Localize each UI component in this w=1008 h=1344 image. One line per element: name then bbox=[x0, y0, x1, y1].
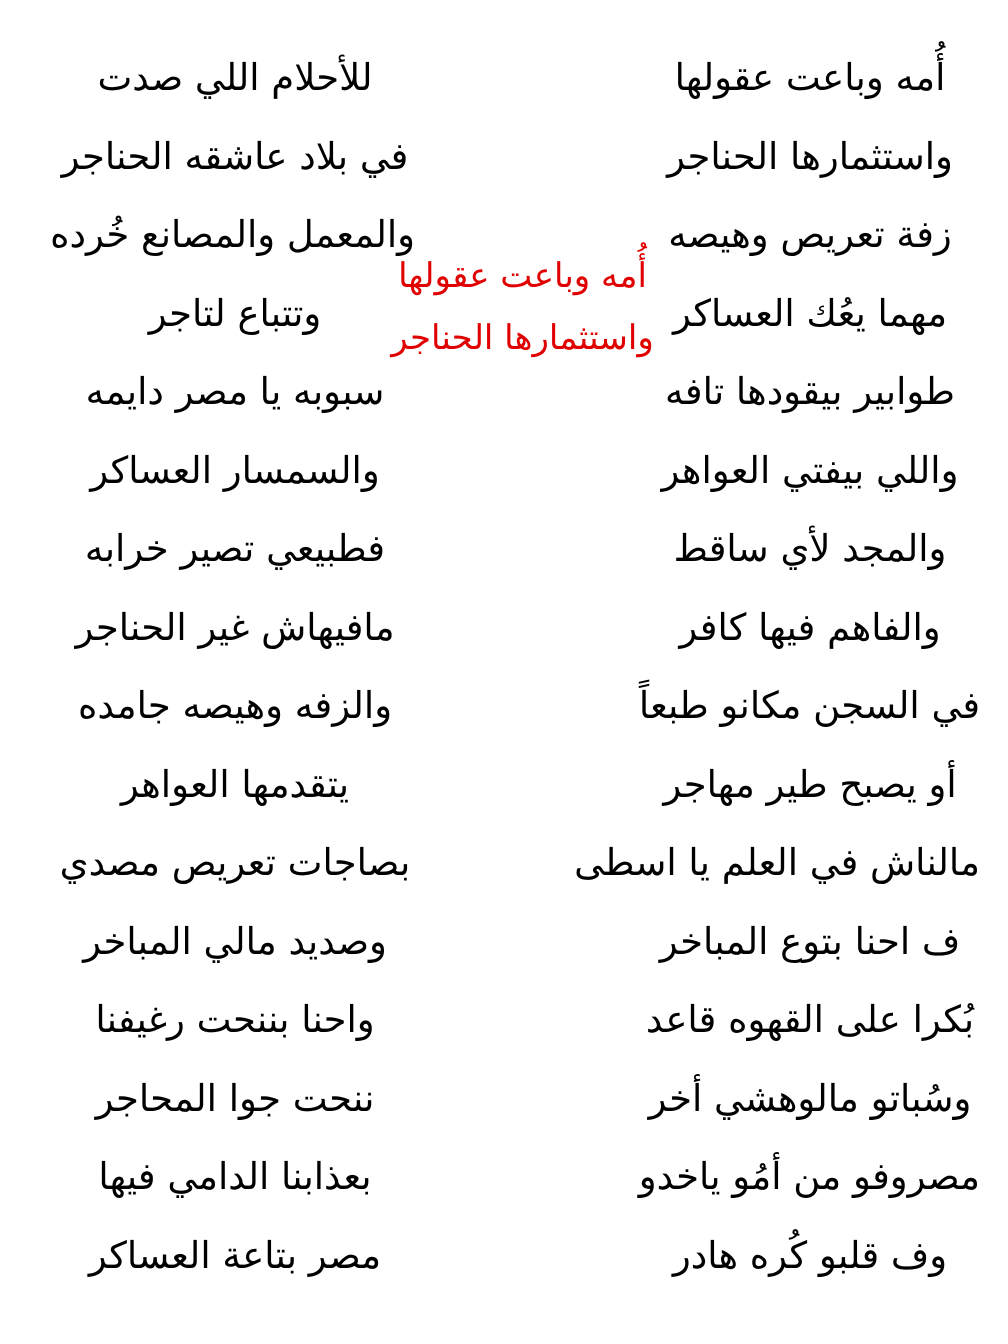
verse-line: والفاهم فيها كافر bbox=[679, 605, 941, 649]
verse-line: وسُباتو مالوهشي أخر bbox=[648, 1076, 972, 1120]
verse-line: والسمسار العساكر bbox=[90, 448, 380, 492]
verse-line: مصر بتاعة العساكر bbox=[88, 1233, 382, 1277]
highlighted-line: واستثمارها الحناجر bbox=[391, 318, 654, 358]
verse-line: فطبيعي تصير خرابه bbox=[84, 527, 386, 570]
verse-line: مهما يعُك العساكر bbox=[672, 291, 948, 335]
highlighted-couplet bbox=[385, 252, 660, 376]
verse-line: وف قلبو كُره هادر bbox=[672, 1233, 948, 1277]
verse-line: ف احنا بتوع المباخر bbox=[659, 919, 961, 963]
verse-line: واحنا بننحت رغيفنا bbox=[95, 998, 375, 1041]
verse-line: في بلاد عاشقه الحناجر bbox=[61, 134, 409, 178]
verse-line: بعذابنا الدامي فيها bbox=[98, 1155, 372, 1198]
verse-line: مافيهاش غير الحناجر bbox=[75, 605, 395, 649]
verse-line: بصاجات تعريص مصدي bbox=[59, 841, 411, 884]
verse-line: بُكرا على القهوه قاعد bbox=[645, 998, 975, 1041]
verse-line: مصروفو من أمُو ياخدو bbox=[638, 1155, 980, 1198]
verse-line: وتتباع لتاجر bbox=[148, 291, 322, 335]
verse-line: وصديد مالي المباخر bbox=[83, 919, 387, 963]
verse-line: والمجد لأي ساقط bbox=[673, 527, 947, 570]
verse-line: والمعمل والمصانع خُرده bbox=[50, 213, 415, 256]
verse-line: أُمه وباعت عقولها bbox=[674, 56, 946, 99]
verse-line: يتقدمها العواهر bbox=[120, 762, 350, 806]
verse-line: مالناش في العلم يا اسطى bbox=[574, 841, 980, 884]
left-verse-column bbox=[50, 48, 415, 1304]
verse-line: للأحلام اللي صدت bbox=[97, 56, 373, 99]
verse-line: في السجن مكانو طبعاً bbox=[638, 684, 980, 727]
verse-line: سبوبه يا مصر دايمه bbox=[85, 370, 385, 413]
verse-line: والزفه وهيصه جامده bbox=[77, 684, 393, 727]
verse-line: أو يصبح طير مهاجر bbox=[663, 762, 957, 806]
verse-line: واستثمارها الحناجر bbox=[667, 134, 953, 178]
highlighted-line: أُمه وباعت عقولها bbox=[398, 256, 647, 296]
verse-line: واللي بيفتي العواهر bbox=[661, 448, 959, 492]
right-verse-column bbox=[574, 48, 980, 1304]
verse-line: ننحت جوا المحاجر bbox=[95, 1076, 375, 1120]
verse-line: زفة تعريص وهيصه bbox=[668, 213, 952, 256]
verse-line: طوابير بيقودها تافه bbox=[665, 370, 955, 413]
